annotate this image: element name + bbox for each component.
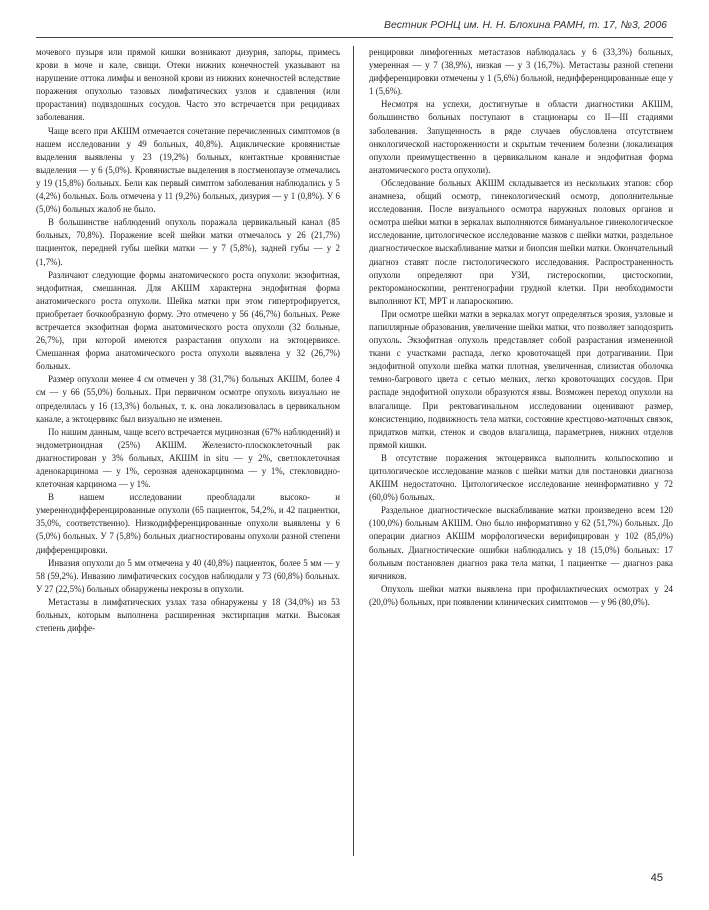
paragraph: Обследование больных АКШМ складывается из нескольких этапов: сбор анамнеза, общий осмотр, гинекологический осмотр, дополнительные исследования. После визуального осмотра наружных половых органов и осмотра шейки матки в зеркалах выполняются бимануальное гинекологическое исследование, цитологическое исследование мазков с шейки матки, раздельное диагностическое выскабливание матки и биопсия шейки матки. Окончательный диагноз ставят после гистологического исследования. Распространенность опухоли определяют при УЗИ, гистероскопии, цистоскопии, ректороманоскопии, рентгенографии грудной клетки. При необходимости выполняют КТ, МРТ и лапароскопию.	[369, 177, 673, 306]
paragraph: Инвазия опухоли до 5 мм отмечена у 40 (40,8%) пациенток, более 5 мм — у 58 (59,2%). Инвазию лимфатических сосудов наблюдали у 73 (60,8%) больных. У 27 (22,5%) больных обнаружены некрозы в опухоли.	[36, 557, 340, 594]
journal-title: Вестник РОНЦ им. Н. Н. Блохина РАМН, т. 17, №3, 2006	[384, 19, 667, 31]
right-column	[369, 46, 673, 609]
left-column	[36, 46, 340, 635]
paragraph: В отсутствие поражения эктоцервикса выполнить кольпоскопию и цитологическое исследование мазков с шейки матки для постановки диагноза АКШМ недостаточно. Цитологическое исследование неинформативно у 72 (60,0%) больных.	[369, 452, 673, 503]
column-divider	[353, 46, 354, 856]
paragraph: При осмотре шейки матки в зеркалах могут определяться эрозия, узловые и папиллярные образования, увеличение шейки матки, что позволяет заподозрить опухоль. Экзофитная опухоль представляет собой разрастания измененной ткани с участками распада, легко кровоточащей при дотрагивании. При эндофитной опухоли шейка матки плотная, увеличенная, слизистая оболочка темно-багрового цвета с сетью мелких, легко кровоточащих сосудов. При распаде эндофитной опухоли образуются язвы. Возможен переход опухоли на влагалище. При ректовагинальном исследовании оценивают размер, консистенцию, подвижность тела матки, состояние крестцово-маточных связок, придатков матки, стенок и сводов влагалища, параметриев, нижних отделов прямой кишки.	[369, 308, 673, 450]
paragraph: Различают следующие формы анатомического роста опухоли: экзофитная, эндофитная, смешанная. Для АКШМ характерна эндофитная форма анатомического роста опухоли. Шейка матки при этом гипертрофируется, приобретает бочкообразную форму. Это отмечено у 56 (46,7%) больных. Реже встречается экзофитная форма анатомического роста опухоли (32 больные, 26,7%), при которой имеются разрастания опухоли на эктоцервиксе. Смешанная форма анатомического роста опухоли выявлена у 32 (26,7%) больных.	[36, 269, 340, 372]
journal-header	[36, 12, 673, 38]
paragraph: В нашем исследовании преобладали высоко- и умереннодифференцированные опухоли (65 пациенток, 54,2%, и 42 пациентки, 35,0%, соответственно). Низкодифференцированные опухоли выявлены у 6 (5,0%) больных. У 7 (5,8%) больных диагностированы опухоли разной степени дифференцировки.	[36, 492, 340, 555]
paragraph: Метастазы в лимфатических узлах таза обнаружены у 18 (34,0%) из 53 больных, которым выполнена расширенная экстирпация матки. Высокая степень диффе-	[36, 596, 340, 634]
paragraph: В большинстве наблюдений опухоль поражала цервикальный канал (85 больных, 70,8%). Поражение всей шейки матки отмечалось у 26 (21,7%) пациенток, передней губы шейки матки — у 7 (5,8%), задней губы — у 2 (1,7%).	[36, 217, 340, 267]
paragraph: Опухоль шейки матки выявлена при профилактических осмотрах у 24 (20,0%) больных, при появлении клинических симптомов — у 96 (80,0%).	[369, 583, 673, 607]
paragraph: Чаще всего при АКШМ отмечается сочетание перечисленных симптомов (в нашем исследовании у 49 больных, 40,8%). Ациклические кровянистые выделения выявлены у 23 (19,2%) больных, контактные кровянистые выделения — у 6 (5,0%). Кровянистые выделения в постменопаузе отмечались у 19 (15,8%) больных. Бели как первый симптом заболевания наблюдались у 5 (4,2%) больных. Боль отмечена у 11 (9,2%) больных, дизурия — у 1 (0,8%). У 6 (5,0%) больных жалоб не было.	[36, 125, 340, 215]
paragraph: Размер опухоли менее 4 см отмечен у 38 (31,7%) больных АКШМ, более 4 см — у 66 (55,0%) больных. При первичном осмотре опухоль визуально не определялась у 16 (13,3%) больных, т. к. она локализовалась в цервикальном канале, а эктоцервикс был визуально не изменен.	[36, 374, 340, 424]
paragraph: мочевого пузыря или прямой кишки возникают дизурия, запоры, примесь крови в моче и кале, свищи. Отеки нижних конечностей указывают на нарушение оттока лимфы и венозной крови из нижних конечностей вследствие поражения опухолью тазовых лимфатических узлов и сдавления (или прорастания) подвздошных сосудов. Часто это встречается при рецидивах заболевания.	[36, 47, 340, 123]
paragraph: Несмотря на успехи, достигнутые в области диагностики АКШМ, большинство больных поступают в стационары со II—III стадиями заболевания. Запущенность в ряде случаев обусловлена отсутствием онкологической настороженности и скрытым течением болезни (локализация опухоли преимущественно в цервикальном канале и эндофитная форма анатомического роста опухоли).	[369, 99, 673, 175]
page-number: 45	[650, 872, 663, 884]
paragraph: ренцировки лимфогенных метастазов наблюдалась у 6 (33,3%) больных, умеренная — у 7 (38,9%), низкая — у 3 (16,7%). Метастазы разной степени дифференцировки отмечены у 1 (5,6%) больной, недифференцированные еще у 1 (5,6%).	[369, 47, 673, 97]
paragraph: Раздельное диагностическое выскабливание матки произведено всем 120 (100,0%) больным АКШМ. Оно было информативно у 62 (51,7%) больных. До операции диагноз АКШМ морфологически верифицирован у 102 (85,0%) больных. Диагностические ошибки наблюдались у 18 (15,0%) больных: 17 больным постановлен диагноз рака тела матки, 1 пациентке — диагноз рака яичников.	[369, 505, 673, 581]
paragraph: По нашим данным, чаще всего встречается муцинозная (67% наблюдений) и эндометриоидная (25%) АКШМ. Железисто-плоскоклеточный рак диагностирован у 3% больных, АКШМ in situ — у 2%, светлоклеточная аденокарцинома — у 1%, серозная аденокарцинома — у 1%, стекловидно-клеточная карцинома — у 1%.	[36, 426, 340, 490]
